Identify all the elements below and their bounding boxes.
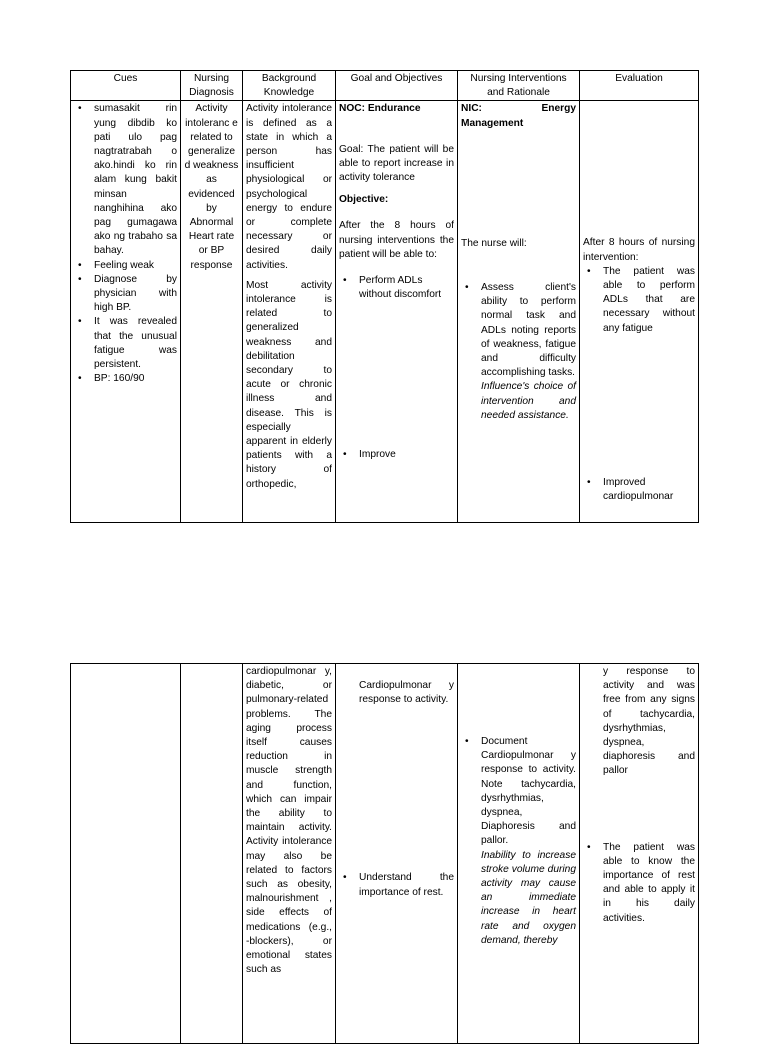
cues-cell (71, 664, 181, 1044)
header-goal-objectives: Goal and Objectives (336, 71, 458, 101)
care-plan-table-page-1 (70, 70, 699, 523)
care-plan-table-page-2 (70, 663, 699, 1044)
evaluation-cont: y response to activity and was free from any signs of tachycardia, dysrhythmias, dyspnea, diaphoresis and pallor (603, 666, 695, 777)
evaluation-cell (580, 664, 699, 1044)
evaluation-item: • The patient was able to know the importance of rest and able to apply it in his daily activities. (583, 841, 695, 926)
goal-cell (336, 664, 458, 1044)
objectives-list-cont (339, 448, 454, 462)
nic-label: NIC: Energy Management (461, 103, 576, 129)
background-cell (243, 664, 336, 1044)
intervention-item (461, 735, 576, 948)
header-background-knowledge: Background Knowledge (243, 71, 336, 101)
objective-item: • Improve (339, 448, 454, 462)
cues-list (74, 102, 177, 386)
cue-item: • sumasakit rin yung dibdib ko pati ulo pag nagtratrabah o ako.hindi ko rin alam kung bakit minsan nanghihina ako pag gumagawa ako ng trabaho sa bahay. (74, 102, 177, 258)
evaluation-item: • Improved cardiopulmonar (583, 476, 695, 504)
cue-item: • Feeling weak (74, 259, 177, 273)
header-interventions: Nursing Interventions and Rationale (458, 71, 580, 101)
evaluation-list (583, 841, 695, 926)
diagnosis-cell (181, 664, 243, 1044)
evaluation-cell (580, 101, 699, 523)
rationale-text: Inability to increase stroke volume during activity may cause an immediate increase in heart rate and oxygen demand, thereby (481, 849, 576, 946)
evaluation-list-cont (583, 476, 695, 504)
intervention-text: • Assess client's ability to perform normal task and ADLs noting reports of weakness, fatigue and difficulty accomplishing tasks. (481, 282, 576, 379)
header-cues: Cues (71, 71, 181, 101)
objective-intro: After the 8 hours of nursing interventions the patient will be able to: (339, 220, 454, 260)
diagnosis-cell (181, 101, 243, 523)
objectives-list-cont (339, 679, 454, 707)
header-evaluation: Evaluation (580, 71, 699, 101)
goal-cell (336, 101, 458, 523)
cue-item: • It was revealed that the unusual fatigue was persistent. (74, 315, 177, 372)
objective-cont-text: Cardiopulmonar y response to activity. (359, 680, 454, 706)
rationale-text: Influence's choice of intervention and needed assistance. (481, 381, 576, 421)
cue-item: • Diagnose by physician with high BP. (74, 273, 177, 316)
content-row (71, 101, 699, 523)
background-paragraph-2: Most activity intolerance is related to generalized weakness and debilitation secondary to acute or chronic illness and disease. This is especially apparent in elderly patients with a history of orthopedic, (246, 279, 332, 490)
objective-item-cont (339, 679, 454, 707)
intervention-item (461, 281, 576, 423)
header-row (71, 71, 699, 101)
objectives-list (339, 871, 454, 899)
interventions-list (461, 735, 576, 948)
interventions-cell (458, 664, 580, 1044)
intervention-text: • Document Cardiopulmonar y response to activity. Note tachycardia, dysrhythmias, dyspnea, Diaphoresis and pallor. (481, 736, 576, 847)
objective-label: Objective: (339, 194, 389, 206)
background-cell (243, 101, 336, 523)
objective-item: • Understand the importance of rest. (339, 871, 454, 899)
background-paragraph-cont: cardiopulmonar y, diabetic, or pulmonary-related problems. The aging process itself causes reduction in muscle strength and function, which can impair the ability to maintain activity. Activity intolerance may also be related to factors such as obesity, malnourishment , side effects of medications (e.g., -blockers), or emotional states such as (246, 666, 332, 976)
interventions-list (461, 281, 576, 423)
content-row (71, 664, 699, 1044)
goal-text: Goal: The patient will be able to report increase in activity tolerance (339, 143, 454, 184)
cues-cell (71, 101, 181, 523)
header-nursing-diagnosis: Nursing Diagnosis (181, 71, 243, 101)
evaluation-item: • The patient was able to perform ADLs that are necessary without any fatigue (583, 265, 695, 336)
evaluation-list (583, 265, 695, 336)
nurse-will-text: The nurse will: (461, 237, 527, 249)
evaluation-intro: After 8 hours of nursing intervention: (583, 237, 695, 263)
objectives-list (339, 274, 454, 302)
background-paragraph-1: Activity intolerance is defined as a state in which a person has insufficient physiological or psychological energy to endure or complete necessary or desired daily activities. (246, 103, 332, 271)
noc-label: NOC: Endurance (339, 103, 421, 115)
cue-item: • BP: 160/90 (74, 372, 177, 386)
nursing-diagnosis-text: Activity intoleranc e related to generalize d weakness as evidenced by Abnormal Heart rate or BP response (184, 103, 239, 271)
objective-item: • Perform ADLs without discomfort (339, 274, 454, 302)
interventions-cell (458, 101, 580, 523)
